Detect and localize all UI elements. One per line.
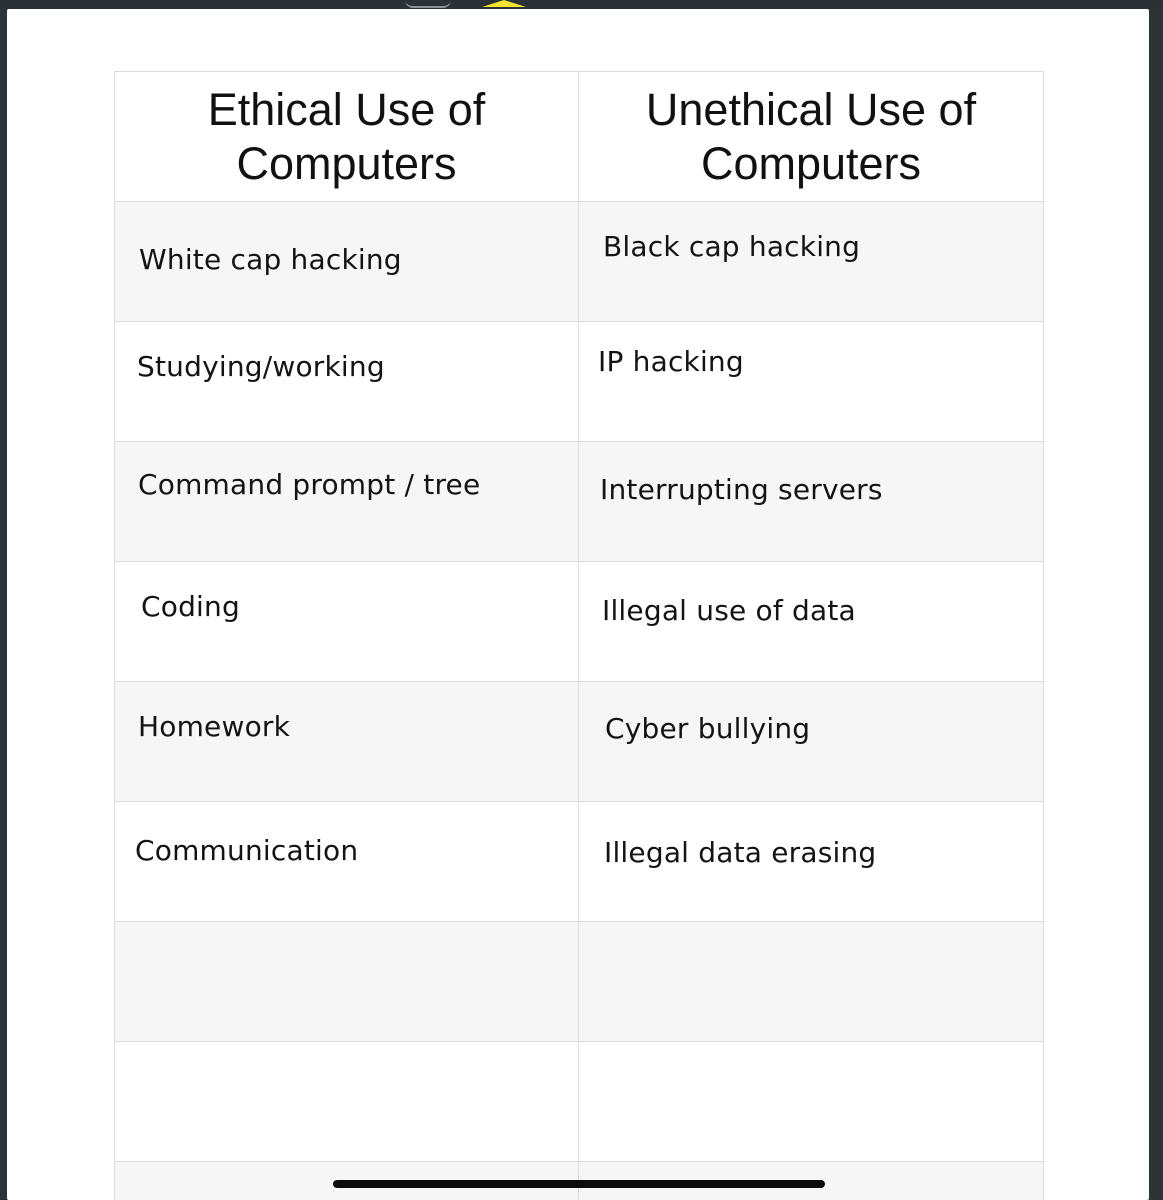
top-status-strip [0, 0, 1163, 9]
cell-text: White cap hacking [139, 243, 402, 276]
cell-text: Studying/working [137, 350, 385, 383]
table-cell-empty[interactable] [115, 1042, 579, 1162]
table-cell[interactable] [579, 442, 1044, 562]
ethics-table [114, 71, 1044, 1200]
cell-text: Black cap hacking [603, 230, 861, 263]
table-row [115, 202, 1044, 322]
table-cell[interactable] [579, 802, 1044, 922]
table-row [115, 682, 1044, 802]
table-row [115, 442, 1044, 562]
header-ethical: Ethical Use of Computers [115, 72, 579, 202]
document-sheet [7, 9, 1149, 1200]
table-cell[interactable] [579, 682, 1044, 802]
table-cell[interactable] [115, 442, 579, 562]
table-row [115, 922, 1044, 1042]
table-cell[interactable] [115, 322, 579, 442]
table-cell[interactable] [115, 562, 579, 682]
cell-text: Coding [141, 590, 240, 623]
cell-text: Illegal use of data [602, 594, 856, 627]
table-row [115, 322, 1044, 442]
table-cell[interactable] [115, 202, 579, 322]
cell-text: Communication [135, 834, 359, 867]
table-row [115, 1042, 1044, 1162]
home-indicator-bar[interactable] [333, 1180, 825, 1188]
table-row [115, 562, 1044, 682]
cell-text: Interrupting servers [600, 473, 883, 506]
table-cell-empty[interactable] [579, 922, 1044, 1042]
table-cell-empty[interactable] [579, 1042, 1044, 1162]
cell-text: Cyber bullying [605, 712, 811, 745]
table-cell[interactable] [579, 202, 1044, 322]
table-cell[interactable] [115, 802, 579, 922]
table-cell[interactable] [579, 322, 1044, 442]
top-yellow-warning-shape [482, 0, 526, 7]
table-cell[interactable] [115, 682, 579, 802]
table-cell[interactable] [579, 562, 1044, 682]
header-unethical: Unethical Use of Computers [579, 72, 1044, 202]
cell-text: IP hacking [598, 345, 744, 378]
table-row [115, 802, 1044, 922]
table-header-row [115, 72, 1044, 202]
table-cell-empty[interactable] [115, 922, 579, 1042]
cell-text: Command prompt / tree [138, 468, 481, 501]
cell-text: Homework [138, 710, 291, 743]
top-gray-tab-shape [405, 0, 451, 8]
cell-text: Illegal data erasing [604, 836, 877, 869]
